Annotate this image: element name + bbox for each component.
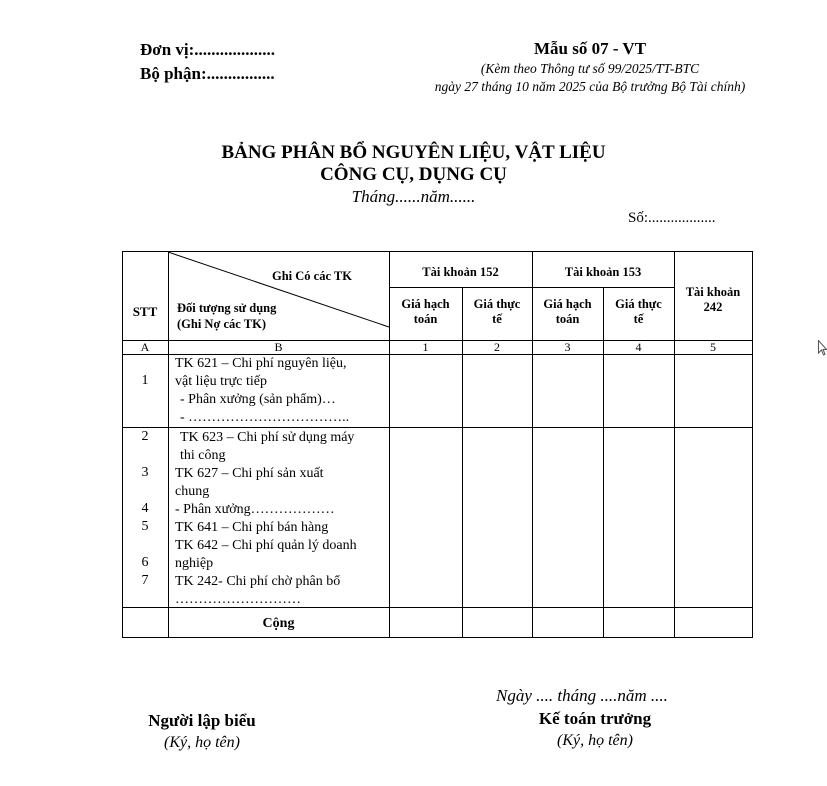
signature-accountant xyxy=(495,708,695,752)
title-block xyxy=(0,142,827,208)
row-6-line2: nghiệp xyxy=(175,556,214,571)
preparer-note: (Ký, họ tên) xyxy=(164,734,240,751)
accountant-title: Kế toán trưởng xyxy=(538,709,652,728)
row-1-line1: TK 621 – Chi phí nguyên liệu, xyxy=(175,356,347,371)
row-1-line2: vật liệu trực tiếp xyxy=(175,374,267,389)
row-1-line3: - Phân xưởng (sản phẩm)… xyxy=(180,392,336,407)
allocation-table xyxy=(122,251,753,639)
row-3-line2: chung xyxy=(175,484,210,499)
row-3-line1: TK 627 – Chi phí sản xuất xyxy=(175,466,324,481)
header-account-242: Tài khoản 242 xyxy=(685,285,741,314)
department-label: Bộ phận:................ xyxy=(140,64,275,83)
table-border-right xyxy=(752,251,753,638)
form-number: Mẫu số 07 - VT xyxy=(533,39,647,58)
row-number-5: 5 xyxy=(141,519,149,534)
index-cell-1: 1 xyxy=(422,340,429,354)
row-5-line1: TK 641 – Chi phí bán hàng xyxy=(175,520,329,535)
header-stt: STT xyxy=(132,304,158,319)
row-number-3: 3 xyxy=(141,465,149,480)
row-4-line1: - Phân xưởng……………… xyxy=(175,502,335,517)
index-cell-a: A xyxy=(140,340,150,354)
row-1-line4: - …………………………….. xyxy=(180,410,350,425)
row-7-line2: ……………………… xyxy=(175,592,301,607)
header-credit-label: Ghi Có các TK xyxy=(272,269,352,283)
row-number-1: 1 xyxy=(141,373,149,388)
index-cell-b: B xyxy=(274,340,283,354)
footer-date-line: Ngày .... tháng ....năm .... xyxy=(496,686,668,705)
row-number-6: 6 xyxy=(141,555,149,570)
index-cell-5: 5 xyxy=(710,340,716,354)
preparer-title: Người lập biểu xyxy=(148,711,256,730)
form-note-line2: ngày 27 tháng 10 năm 2025 của Bộ trưởng Bộ Tài chính) xyxy=(434,79,746,94)
mouse-pointer-icon xyxy=(818,340,827,356)
form-note-line1: (Kèm theo Thông tư số 99/2025/TT-BTC xyxy=(480,61,700,76)
signature-preparer xyxy=(122,710,282,754)
index-cell-3: 3 xyxy=(564,340,571,354)
header-debit-label-2: (Ghi Nợ các TK) xyxy=(177,317,266,331)
header-account-153: Tài khoản 153 xyxy=(564,265,642,279)
document-title-line2: CÔNG CỤ, DỤNG CỤ xyxy=(320,164,507,185)
document-number-line: Số:.................. xyxy=(628,210,716,226)
row-6-line1: TK 642 – Chi phí quản lý doanh xyxy=(175,538,357,553)
header-right xyxy=(410,38,770,96)
total-label: Cộng xyxy=(262,616,295,631)
index-cell-4: 4 xyxy=(635,340,642,354)
table-border-bottom xyxy=(122,637,753,638)
row-2-line1: TK 623 – Chi phí sử dụng máy xyxy=(180,430,355,445)
unit-label: Đơn vị:................... xyxy=(140,40,276,59)
header-debit-label-1: Đối tượng sử dụng xyxy=(177,301,277,315)
row-number-2: 2 xyxy=(141,429,149,444)
header-152-planned-price: Giá hạch toán xyxy=(401,297,450,326)
header-account-152: Tài khoản 152 xyxy=(422,265,499,279)
document-title-line1: BẢNG PHÂN BỔ NGUYÊN LIỆU, VẬT LIỆU xyxy=(221,142,606,163)
header-153-planned-price: Giá hạch toán xyxy=(543,297,592,326)
row-number-4: 4 xyxy=(141,501,149,516)
row-2-line2: thi công xyxy=(180,448,226,463)
row-7-line1: TK 242- Chi phí chờ phân bổ xyxy=(175,574,341,589)
header-153-actual-price: Giá thực tế xyxy=(615,297,662,326)
header-left xyxy=(140,38,275,86)
row-number-7: 7 xyxy=(141,573,149,588)
month-year-line: Tháng......năm...... xyxy=(351,187,476,206)
table-line-row1-bottom xyxy=(122,427,753,428)
header-152-actual-price: Giá thực tế xyxy=(473,297,521,326)
accountant-note: (Ký, họ tên) xyxy=(557,732,633,749)
index-cell-2: 2 xyxy=(494,340,500,354)
